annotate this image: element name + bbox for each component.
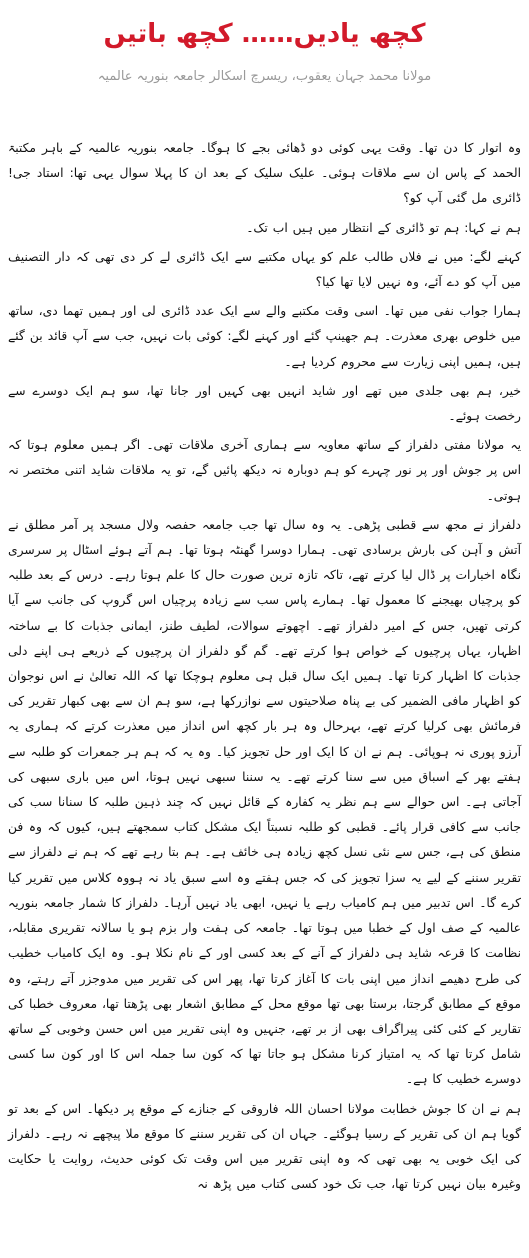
article-title: کچھ یادیں…… کچھ باتیں: [103, 19, 426, 49]
paragraph: یہ مولانا مفتی دلفراز کے ساتھ معاویہ سے ہماری آخری ملاقات تھی۔ اگر ہمیں معلوم ہوتا کہ اس پر جوش اور پر نور چہرے کو ہم دوبارہ نہ دیکھ پائیں گے، تو یہ ملاقات شاید اتنی مختصر نہ ہوتی۔: [8, 438, 521, 503]
paragraph: ہم نے کہا: ہم تو ڈائری کے انتظار میں ہیں اب تک۔: [246, 220, 521, 235]
article-body: [8, 136, 521, 1197]
paragraph: وہ اتوار کا دن تھا۔ وقت یہی کوئی دو ڈھائی بجے کا ہوگا۔ جامعہ بنوریہ عالمیہ کے باہر مکتبۃ الحمد کے پاس ان سے ملاقات ہوئی۔ علیک سلیک کے بعد ان کا پہلا سوال یہی تھا: استاد جی! ڈائری مل گئی آپ کو؟: [8, 141, 521, 206]
paragraph: خیر، ہم بھی جلدی میں تھے اور شاید انہیں بھی کہیں اور جانا تھا، سو ہم ایک دوسرے سے رخصت ہوئے۔: [8, 383, 521, 424]
paragraph: ہمارا جواب نفی میں تھا۔ اسی وقت مکتبے والے سے ایک عدد ڈائری لی اور ہمیں تھما دی، ساتھ میں خلوص بھری معذرت۔ ہم جھینپ گئے اور کہنے لگے: کوئی بات نہیں، جب سے آپ قائد بن گئے ہیں، ہمیں اپنی زیارت سے محروم کردیا ہے۔: [8, 304, 521, 369]
paragraph: کہنے لگے: میں نے فلاں طالب علم کو یہاں مکتبے سے ایک ڈائری لے کر دی تھی کہ دار التصنیف میں آپ کو دے آئے، وہ نہیں لایا تھا کیا؟: [8, 249, 521, 290]
paragraph: ہم نے ان کا جوش خطابت مولانا احسان اللہ فاروقی کے جنازے کے موقع پر دیکھا۔ اس کے بعد تو گویا ہم ان کی تقریر کے رسیا ہوگئے۔ جہاں ان کی تقریر سننے کا موقع ملا پیچھے نہ رہے۔ دلفراز کی ایک خوبی یہ بھی تھی کہ وہ اپنی تقریر میں اس وقت تک کوئی حدیث، روایت یا حکایت وغیرہ بیان نہیں کرتا تھا، جب تک خود کسی کتاب میں پڑھ نہ: [8, 1101, 521, 1192]
paragraph: دلفراز نے مجھ سے قطبی پڑھی۔ یہ وہ سال تھا جب جامعہ حفصہ ولال مسجد پر آمر مطلق نے آتش و آہن کی بارش برسادی تھی۔ ہمارا دوسرا گھنٹہ ہوتا تھا۔ ہم آتے ہوئے اسٹال پر سرسری نگاہ اخبارات پر ڈال لیا کرتے تھے، تاکہ تازہ ترین صورت حال کا علم ہوتا رہے۔ درس کے بعد طلبہ کو پرچیاں بھیجنے کا معمول تھا۔ ہمارے پاس سب سے زیادہ پرچیاں اس گروپ کی جانب سے آیا کرتی تھیں، جس کے امیر دلفراز تھے۔ اچھوتے سوالات، لطیف طنز، ایمانی جذبات کا بے ساختہ اظہار، یہاں پرچیوں کے خواص ہوا کرتے تھے۔ گم گو دلفراز ان پرچیوں کے ذریعے ہی اپنے دلی جذبات کا اظہار کرتا تھا۔ ہمیں ایک سال قبل ہی معلوم ہوچکا تھا کہ اللہ تعالیٰ نے اس نوجوان کو اظہار مافی الضمیر کی بے پناہ صلاحیتوں سے نوازرکھا ہے، سو ہم ان سے بھی کبھار تقریر کی فرمائش بھی کرلیا کرتے تھے، بہرحال وہ ہر بار کچھ اس انداز میں معذرت کرتے کہ ہماری یہ آرزو پوری نہ ہوپائی۔ ہم نے ان کا ایک اور حل تجویز کیا۔ وہ یہ کہ ہم ہر جمعرات کو طلبہ سے ہفتے بھر کے اسباق میں سے سنا کرتے تھے۔ یہ سننا سبھی نہیں ہوتا، اس میں باری سبھی کی آجاتی ہے۔ اس حوالے سے ہم نظر یہ کفارہ کے قائل نہیں کہ چند ذہین طلبہ کا سنانا سب کی جانب سے کافی قرار پائے۔ قطبی کو طلبہ نسبتاً ایک مشکل کتاب سمجھتے ہیں، کیوں کہ وہ فن منطق کی ہے، جس سے نئی نسل کچھ زیادہ ہی خائف ہے۔ ہم بتا رہے تھے کہ ہم نے دلفراز سے تقریر سننے کے لیے یہ سزا تجویز کی کہ جس ہفتے وہ اسے سبق یاد نہ ہووہ کلاس میں تقریر کیا کرے گا۔ اس تدبیر میں ہم کامیاب رہے یا نہیں، ابھی یاد نہیں آرہا۔ دلفراز کا شمار جامعہ بنوریہ عالمیہ کے صف اول کے خطبا میں ہوتا تھا۔ جامعہ کی ہفت وار بزم ہو یا سالانہ تقریری مقابلہ، نظامت کا قرعہ شاید ہی دلفراز کے آنے کے بعد کسی اور کے نام نکلا ہو۔ وہ ایک کامیاب خطیب کی طرح دھیمے انداز میں اپنی بات کا آغاز کرتا تھا، پھر اس کی تقریر میں مدوجزر آتے رہتے، وہ موقع کے مطابق گرجتا، برستا بھی تھا موقع محل کے مطابق اشعار بھی پڑھتا تھا، معروف خطبا کی تقاریر کے کئی کئی پیراگراف بھی از بر تھے، جنہیں وہ اپنی تقریر میں اس حسن وخوبی کے ساتھ شامل کرتا تھا کہ یہ امتیاز کرنا مشکل ہو جاتا تھا کہ کون سا جملہ اس کا اور کون سا کسی دوسرے خطیب کا ہے۔: [7, 517, 521, 1087]
author-byline: مولانا محمد جہان یعقوب، ریسرچ اسکالر جامعہ بنوریہ عالمیہ: [97, 69, 432, 84]
